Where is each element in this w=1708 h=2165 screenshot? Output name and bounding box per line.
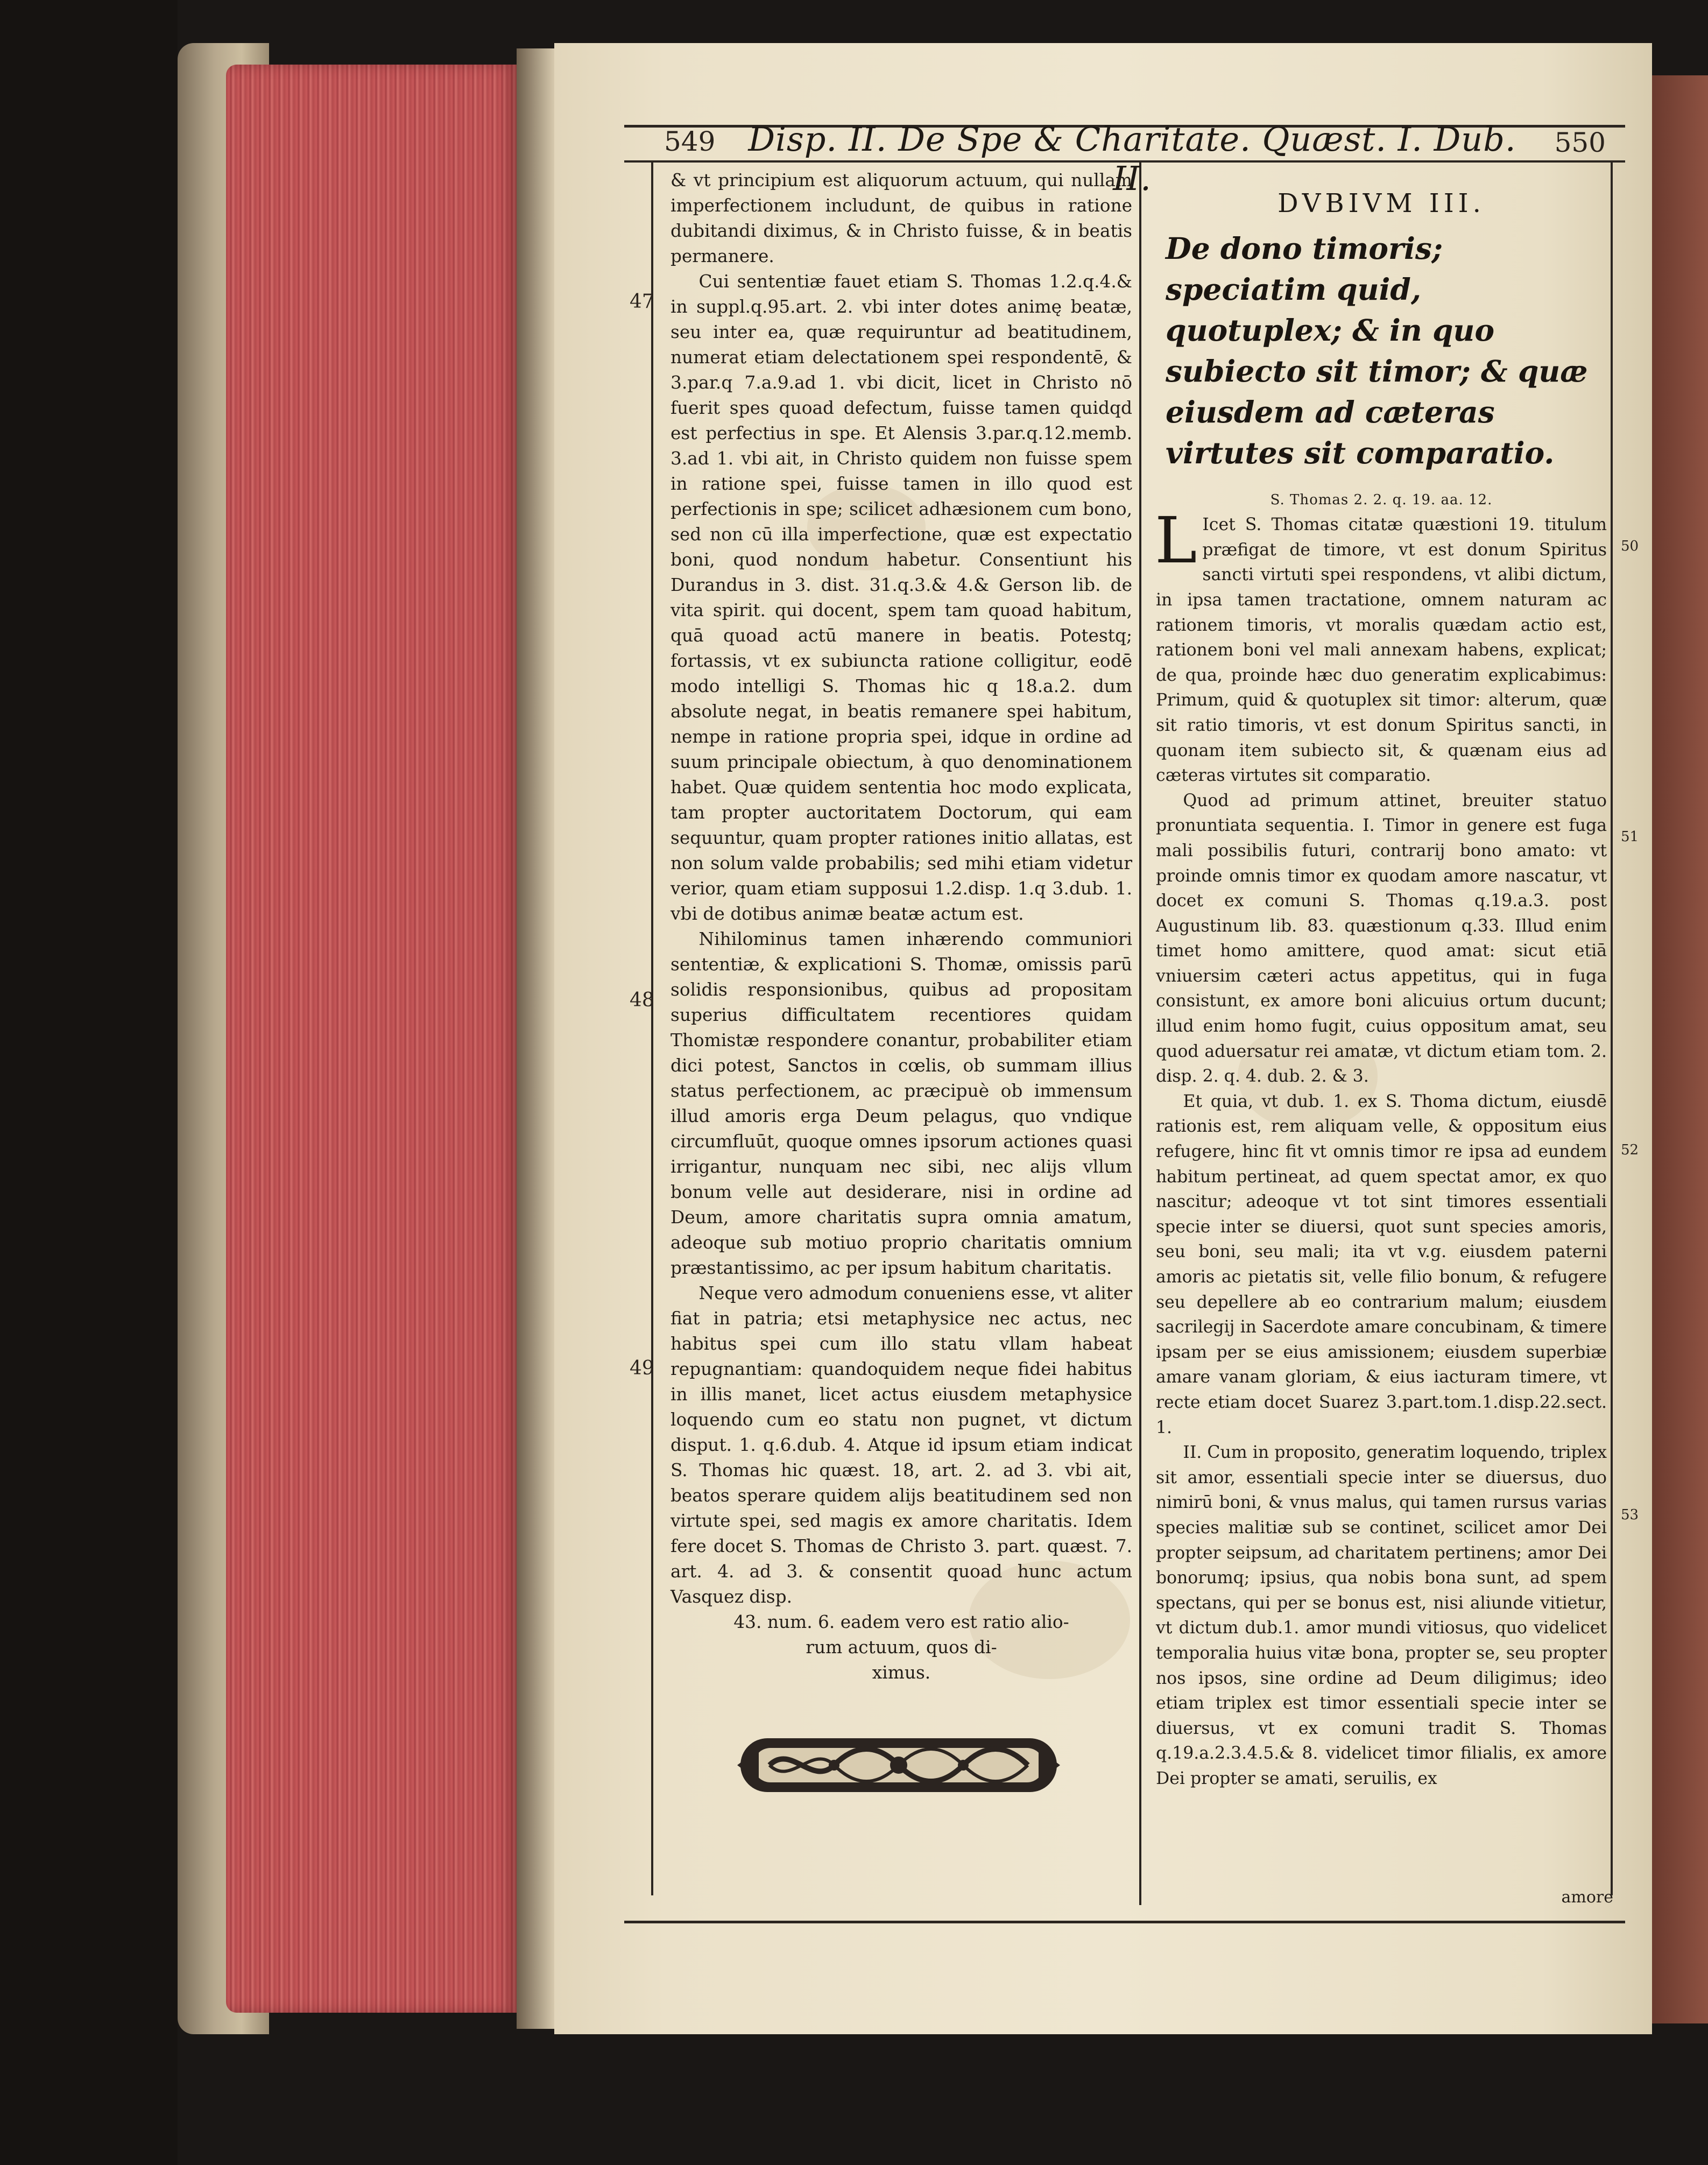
section-subtitle: De dono timoris; speciatim quid, quotuplex; & in quo subiecto sit timor; & quæ eiusdem ad cæteras virtutes sit comparatio. bbox=[1166, 230, 1588, 470]
margin-number: 51 bbox=[1621, 829, 1639, 845]
facing-page-edge bbox=[1652, 75, 1708, 2023]
printers-ornament bbox=[737, 1727, 1060, 1803]
red-page-edges bbox=[226, 65, 517, 2013]
paragraph: II. Cum in proposito, generatim loquendo, triplex sit amor, essentiali specie inter se diuersus, duo nimirū boni, & vnus malus, qui tamen rursus varias species malitiæ sub se continet, scilicet amor Dei propter seipsum, ad charitatem pertinens; amor Dei bonorumq; ipsius, qua nobis bona sunt, ad spem spectans, qui per se bonus est, nisi aliunde vitietur, vt dictum dub.1. amor mundi vitiosus, quo videlicet temporalia huius vitæ bona, propter se, seu propter nos ipsos, sine ordine ad Deum diligimus; ideo etiam triplex est timor essentiali specie inter se diuersus, vt ex comuni tradit S. Thomas q.19.a.2.3.4.5.& 8. videlicet timor filialis, ex amore Dei propter se amati, seruilis, ex bbox=[1156, 1443, 1607, 1788]
running-head bbox=[653, 119, 1611, 198]
paragraph-text: Icet S. Thomas citatæ quæstioni 19. titulum præfigat de timore, vt est donum Spiritus sancti virtuti spei respondens, vt alibi dictum, in ipsa tamen tractatione, omnem naturam ac rationem timoris, vt moralis quædam actio est, rationem boni vel mali annexam habens, explicat; de qua, proinde hæc duo generatim explicabimus: Primum, quid & quotuplex sit timor: alterum, quæ sit ratio timoris, vt est donum Spiritus sancti, in quonam item subiecto sit, & quænam eius ad cæteras virtutes sit comparatio. bbox=[1156, 515, 1607, 786]
margin-number: 53 bbox=[1621, 1507, 1639, 1523]
frame-rule-left bbox=[651, 161, 653, 1895]
paragraph: Neque vero admodum conueniens esse, vt aliter fiat in patria; etsi metaphysice nec actus, nec habitus spei cum illo statu vllam habeat repugnantiam: quandoquidem neque fidei habitus in illis manet, licet actus eiusdem metaphysice loquendo cum eo statu non pugnet, vt dictum disput. 1. q.6.dub. 4. Atque id ipsum etiam indicat S. Thomas hic quæst. 18, art. 2. ad 3. vbi ait, beatos sperare quidem alijs beatitudinem sed non virtute spei, sed magis ex amore charitatis. Idem fere docet S. Thomas de Christo 3. part. quæst. 7. art. 4. ad 3. & consentit quoad hunc actum Vasquez disp. bbox=[671, 1283, 1132, 1607]
paragraph: & vt principium est aliquorum actuum, qui nullam imperfectionem includunt, de quibus in ratione dubitandi diximus, & in Christo fuisse, & in beatis permanere. bbox=[671, 170, 1132, 266]
paragraph: Cui sententiæ fauet etiam S. Thomas 1.2.q.4.& in suppl.q.95.art. 2. vbi inter dotes animę beatæ, seu inter ea, quæ requiruntur ad beatitudinem, numerat etiam delectationem spei respondentē, & 3.par.q 7.a.9.ad 1. vbi dicit, licet in Christo nō fuerit spes quoad defectum, fuisse tamen quidqd est perfectius in spe. Et Alensis 3.par.q.12.memb. 3.ad 1. vbi ait, in Christo quidem non fuisse spem in ratione spei, fuisse tamen in illo quod est perfectionis in spe; scilicet adhæsionem cum bono, sed non cū illa imperfectione, quæ est expectatio boni, quod nondum habetur. Consentiunt his Durandus in 3. dist. 31.q.3.& 4.& Gerson lib. de vita spirit. qui docent, spem tam quoad habitum, quā quoad actū manere in beatis. Potestq; fortassis, vt ex subiuncta ratione colligitur, eodē modo intelligi S. Thomas hic q 18.a.2. dum absolute negat, in beatis remanere spei habitum, nempe in ratione propria spei, idque in ordine ad suum principale obiectum, à quo denominationem habet. Quæ quidem sententia hoc modo explicata, tam propter auctoritatem Doctorum, qui eam sequuntur, quam propter rationes initio allatas, est non solum valde probabilis; sed mihi etiam videtur verior, quam etiam supposui 1.2.disp. 1.q 3.dub. 1. vbi de dotibus animæ beatæ actum est. bbox=[671, 271, 1132, 924]
page-number-left: 549 bbox=[664, 126, 716, 157]
margin-number: 50 bbox=[1621, 538, 1639, 554]
section-heading: DVBIVM III. bbox=[1278, 188, 1485, 218]
dark-backdrop bbox=[0, 0, 178, 2165]
catchword: amore bbox=[1561, 1888, 1613, 1907]
closing-line: rum actuum, quos di- bbox=[806, 1637, 997, 1658]
drop-capital: L bbox=[1155, 503, 1197, 578]
paragraph: Quod ad primum attinet, breuiter statuo pronuntiata sequentia. I. Timor in genere est fuga mali possibilis futuri, contrarij bono amato: vt proinde omnis timor ex quodam amore nascatur, vt docet ex comuni S. Thomas q.19.a.3. post Augustinum lib. 83. quæstionum q.33. Illud enim timet homo amittere, quod amat: sicut etiā vniuersim cæteri actus appetitus, qui in fuga consistunt, ex amore boni alicuius ortum ducunt; illud enim homo fugit, cuius oppositum amat, seu quod aduersatur rei amatæ, vt dictum etiam tom. 2. disp. 2. q. 4. dub. 2. & 3. bbox=[1156, 791, 1607, 1087]
section-reference: S. Thomas 2. 2. q. 19. aa. 12. bbox=[1270, 491, 1493, 508]
paragraph: Nihilominus tamen inhærendo communiori sententiæ, & explicationi S. Thomæ, omissis parū solidis responsionibus, quibus ad propositam superius difficultatem recentiores quidam Thomistæ respondere conantur, probabiliter etiam dici potest, Sanctos in cœlis, ob summam illius status perfectionem, ac præcipuè ob immensum illud amoris erga Deum pelagus, quo vndique circumfluūt, quoque omnes ipsorum actiones quasi irrigantur, nunquam nec sibi, nec alijs vllum bonum velle aut desiderare, nisi in ordine ad Deum, amore charitatis supra omnia amatum, adeoque sub motiuo proprio charitatis omnium præstantissimo, ac per ipsum habitum charitatis. bbox=[671, 929, 1132, 1278]
running-head-title: Disp. II. De Spe & Charitate. Quæst. I. Dub. II. bbox=[748, 119, 1516, 198]
page-number-right: 550 bbox=[1554, 127, 1606, 158]
closing-line: 43. num. 6. eadem vero est ratio alio- bbox=[733, 1612, 1069, 1632]
column-divider bbox=[1139, 161, 1141, 1905]
binding-gutter bbox=[517, 48, 554, 2029]
margin-number: 48 bbox=[630, 989, 654, 1011]
paragraph: Et quia, vt dub. 1. ex S. Thoma dictum, eiusdē rationis est, rem aliquam velle, & oppositum eius refugere, hinc fit vt omnis timor re ipsa ad eundem habitum pertineat, ad quem spectat amor, ex quo nascitur; adeoque vt tot sint timores essentiali specie inter se diuersi, quot sunt species amoris, seu boni, seu mali; ita vt v.g. eiusdem paterni amoris ac pietatis sit, velle filio bonum, & refugere seu depellere ab eo contrarium malum; eiusdem sacrilegij in Sacerdote amare concubinam, & timere ipsam per se eius amissionem; eiusdem superbiæ amare vanam gloriam, & eius iacturam timere, vt recte etiam docet Suarez 3.part.tom.1.disp.22.sect. 1. bbox=[1156, 1091, 1607, 1437]
margin-number: 47 bbox=[630, 291, 654, 313]
right-column bbox=[1155, 188, 1607, 1791]
paragraph-with-dropcap bbox=[1155, 503, 1607, 788]
frame-rule-right bbox=[1611, 161, 1613, 1895]
margin-number: 52 bbox=[1621, 1142, 1639, 1158]
margin-number: 49 bbox=[630, 1357, 654, 1379]
left-column bbox=[671, 168, 1132, 1686]
closing-line: ximus. bbox=[872, 1662, 931, 1683]
